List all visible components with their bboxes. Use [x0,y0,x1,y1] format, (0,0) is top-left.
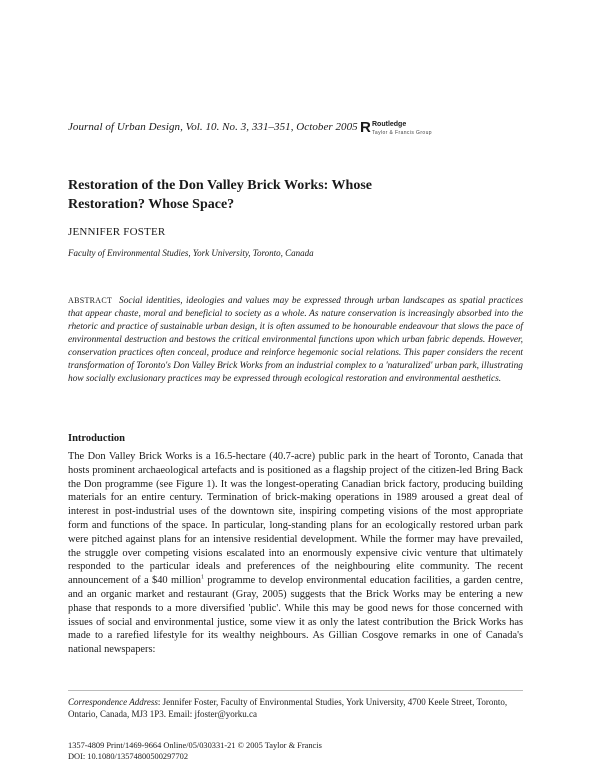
publisher-name: Routledge [372,121,407,128]
publisher-tagline: Taylor & Francis Group [372,130,432,136]
correspondence-text: : Jennifer Foster, Faculty of Environmental Studies, York University, 4700 Keele Street, Toronto, Ontario, Canada, MJ3 1P3. Email: jfoster@yorku.ca [68,697,508,719]
introduction-body [68,450,523,657]
abstract-label: ABSTRACT [68,296,113,305]
footnote-reference[interactable]: 1 [201,574,205,581]
introduction-text-part-1: The Don Valley Brick Works is a 16.5-hectare (40.7-acre) public park in the heart of Toronto, Canada that hosts prominent archaeological artefacts and is positioned as a flagship project of the citizen-led Bring Back the Don programme (see Figure 1). It was the longest-operating Canadian brick factory, producing building materials for an entire century. Termination of brick-making operations in 1989 aroused a great deal of interest in post-industrial uses of the downtown site, inspiring competing visions of the most appropriate form and functions of the space. In particular, long-standing plans for an ecologically restored urban park were pitched against plans for an intensive residential development. While the former may have prevailed, the struggle over competing visions escalated into an enormously expensive civic venture that ultimately responded to the particular ideals and preferences of the neighbouring elite community. The recent announcement of a $40 million [68,451,523,587]
doi-line: DOI: 10.1080/13574800500297702 [68,751,189,761]
correspondence-label: Correspondence Address [68,697,158,707]
issn-line: 1357-4809 Print/1469-9664 Online/05/030331-21 © 2005 Taylor & Francis [68,741,322,750]
footer-divider [68,690,523,691]
correspondence-address [68,696,523,720]
article-title: Restoration of the Don Valley Brick Works: Whose Restoration? Whose Space? [68,178,372,212]
abstract-text: Social identities, ideologies and values may be expressed through urban landscapes as spatial practices that appear chaste, moral and beneficial to society as a whole. As nature conservation is increasingly absorbed into the rhetoric and practice of sustainable urban design, it is often assumed to be honourable endeavour that slows the pace of environmental destruction and bestows the critical environmental functions upon which urban fabric depends. However, conservation practices often conceal, produce and reinforce hegemonic social relations. This paper considers the recent transformation of Toronto's Don Valley Brick Works from an industrial complex to a 'naturalized' urban park, illustrating how socially exclusionary practices may be expressed through ecological restoration and environmental aesthetics. [68,296,524,384]
author-affiliation: Faculty of Environmental Studies, York University, Toronto, Canada [68,248,314,258]
publisher-logo [360,118,440,142]
introduction-text-part-2: programme to develop environmental education facilities, a garden centre, and an organic market and restaurant (Gray, 2005) suggests that the Brick Works may be entering a new phase that responds to a more diversified 'public'. While this may be good news for those concerned with issues of social and environmental justice, some view it as only the latest contribution the Brick Works has made to a rarefied lifestyle for its wealthy neighbours. As Gillian Cosgove remarks in one of Canada's national newspapers: [68,575,523,656]
author-name: JENNIFER FOSTER [68,226,166,238]
publisher-logo-icon: R [360,119,371,136]
abstract [68,294,523,386]
publication-identifiers [68,741,322,762]
section-heading-introduction: Introduction [68,433,125,444]
journal-citation: Journal of Urban Design, Vol. 10. No. 3, 331–351, October 2005 [68,121,358,133]
